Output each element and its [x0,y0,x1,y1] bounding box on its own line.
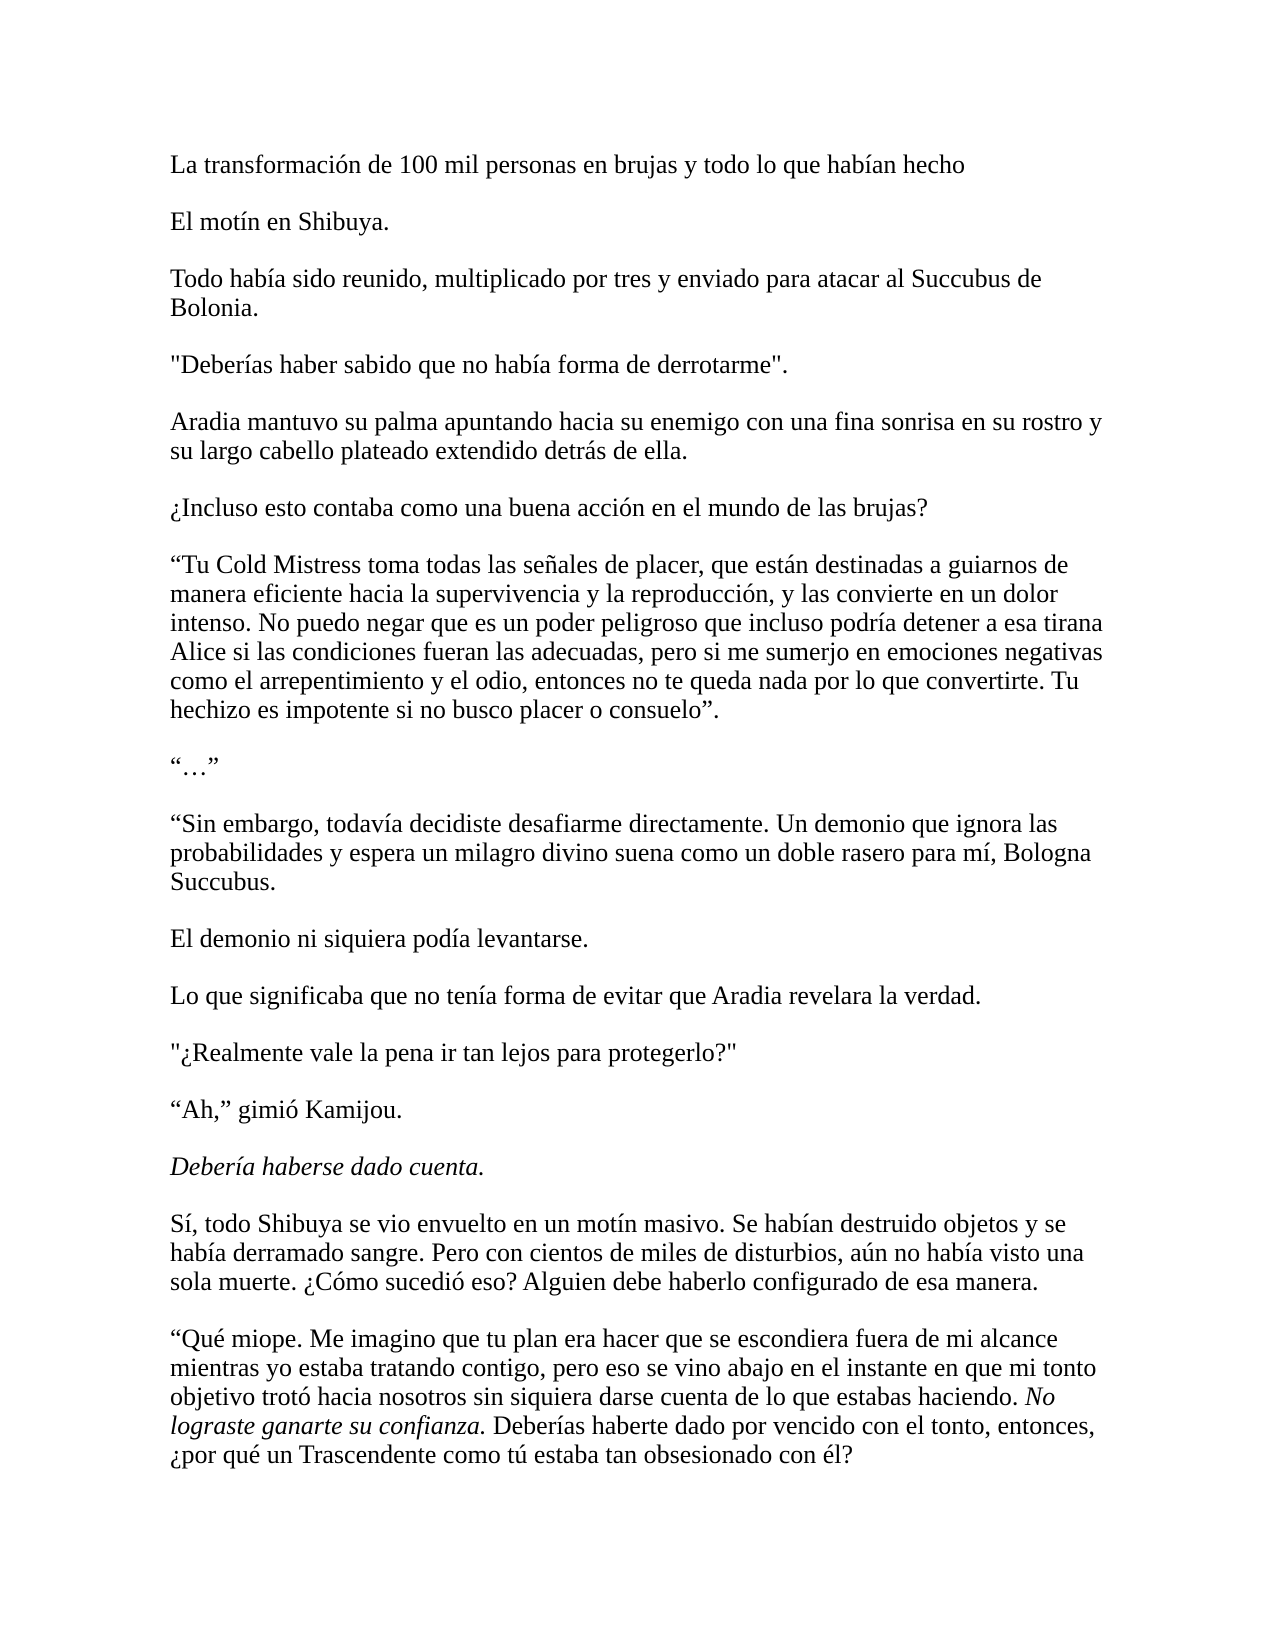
paragraph [170,264,1108,322]
text-run: “Tu Cold Mistress toma todas las señales de placer, que están destinadas a guiarnos de manera eficiente hacia la supervivencia y la reproducción, y las convierte en un dolor intenso. No puedo negar que es un poder peligroso que incluso podría detener a esa tirana Alice si las condiciones fueran las adecuadas, pero si me sumerjo en emociones negativas como el arrepentimiento y el odio, entonces no te queda nada por lo que convertirte. Tu hechizo es impotente si no busco placer o consuelo”. [170,550,1103,724]
paragraph [170,207,1108,236]
paragraph [170,350,1108,379]
text-run: No lograste ganarte su confianza. [170,1382,1056,1440]
paragraph [170,809,1108,896]
text-run: Debería haberse dado cuenta. [170,1152,485,1181]
paragraph [170,1038,1108,1067]
text-run: “Sin embargo, todavía decidiste desafiarme directamente. Un demonio que ignora las probabilidades y espera un milagro divino suena como un doble rasero para mí, Bologna Succubus. [170,809,1092,896]
paragraph [170,1209,1108,1296]
document-body [170,150,1108,1469]
paragraph [170,981,1108,1010]
text-run: Todo había sido reunido, multiplicado por tres y enviado para atacar al Succubus de Bolonia. [170,264,1042,322]
text-run: “Qué miope. Me imagino que tu plan era hacer que se escondiera fuera de mi alcance mientras yo estaba tratando contigo, pero eso se vino abajo en el instante en que mi tonto objetivo trotó hacia nosotros sin siquiera darse cuenta de lo que estabas haciendo. [170,1324,1097,1411]
paragraph [170,1324,1108,1469]
paragraph [170,924,1108,953]
text-run: Deberías haberte dado por vencido con el tonto, entonces, ¿por qué un Trascendente como tú estaba tan obsesionado con él? [170,1411,1095,1469]
paragraph [170,150,1108,179]
text-run: “…” [170,752,220,781]
text-run: "¿Realmente vale la pena ir tan lejos para protegerlo?" [170,1038,737,1067]
text-run: La transformación de 100 mil personas en brujas y todo lo que habían hecho [170,150,965,179]
text-run: El demonio ni siquiera podía levantarse. [170,924,589,953]
text-run: ¿Incluso esto contaba como una buena acción en el mundo de las brujas? [170,493,929,522]
paragraph [170,1095,1108,1124]
text-run: Sí, todo Shibuya se vio envuelto en un motín masivo. Se habían destruido objetos y se había derramado sangre. Pero con cientos de miles de disturbios, aún no había visto una sola muerte. ¿Cómo sucedió eso? Alguien debe haberlo configurado de esa manera. [170,1209,1085,1296]
paragraph [170,752,1108,781]
paragraph [170,550,1108,724]
paragraph [170,493,1108,522]
paragraph [170,407,1108,465]
paragraph [170,1152,1108,1181]
text-run: “Ah,” gimió Kamijou. [170,1095,403,1124]
text-run: Aradia mantuvo su palma apuntando hacia su enemigo con una fina sonrisa en su rostro y su largo cabello plateado extendido detrás de ella. [170,407,1103,465]
text-run: Lo que significaba que no tenía forma de evitar que Aradia revelara la verdad. [170,981,982,1010]
text-run: El motín en Shibuya. [170,207,390,236]
text-run: "Deberías haber sabido que no había forma de derrotarme". [170,350,789,379]
